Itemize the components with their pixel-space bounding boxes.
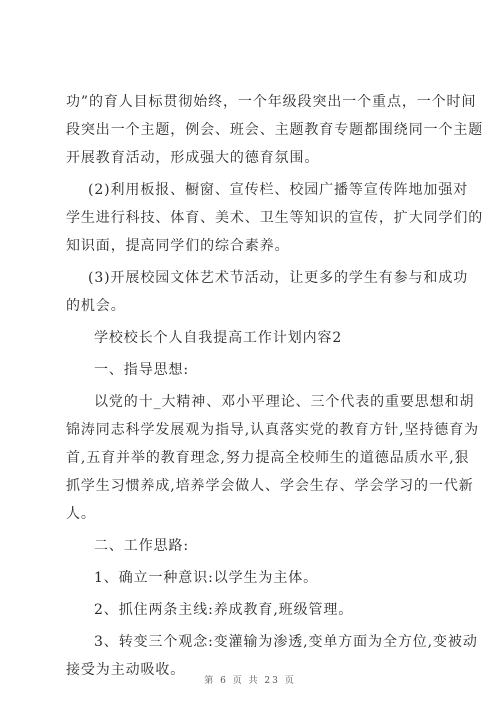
heading-text: 二、工作思路: [94, 538, 190, 554]
paragraph-line: 首,五育并举的教育理念,努力提高全校师生的道德品质水平,狠 [66, 450, 470, 466]
paragraph-line: 的机会。 [66, 298, 126, 314]
paragraph-line: (2)利用板报、橱窗、宣传栏、校园广播等宣传阵地加强对 [88, 182, 469, 198]
section-title [66, 324, 438, 352]
paragraph-line: 知识面，提高同学们的综合素养。 [66, 238, 290, 254]
paragraph-line: 学生进行科技、体育、美术、卫生等知识的宣传，扩大同学们的 [66, 210, 484, 226]
heading-guiding-ideology [66, 356, 438, 384]
list-item-text: 3、转变三个观念:变灌输为渗透,变单方面为全方位,变被动 [94, 634, 478, 650]
page-number-footer: 第 6 页 共 23 页 [204, 676, 296, 686]
paragraph-line: 人。 [66, 506, 96, 522]
paragraph-line: 开展教育活动，形成强大的德育氛围。 [66, 150, 320, 166]
paragraph-line: (3)开展校园文体艺术节活动，让更多的学生有参与和成功 [88, 270, 469, 286]
heading-work-ideas [66, 532, 438, 560]
paragraph-line: 以党的十_大精神、邓小平理论、三个代表的重要思想和胡 [94, 394, 475, 410]
paragraph-line: 抓学生习惯养成,培养学会做人、学会生存、学会学习的一代新 [66, 478, 474, 494]
section-title-text: 学校校长个人自我提高工作计划内容2 [94, 330, 343, 346]
paragraph-2 [66, 176, 484, 260]
document-body [66, 88, 484, 688]
list-item-text: 1、确立一种意识:以学生为主体。 [94, 570, 319, 586]
paragraph-3 [66, 264, 469, 320]
list-item-text: 接受为主动吸收。 [66, 662, 186, 678]
paragraph-guiding-ideology [66, 388, 479, 528]
paragraph-line: 锦涛同志科学发展观为指导,认真落实党的教育方针,坚持德育为 [66, 422, 479, 438]
paragraph-line: 段突出一个主题，例会、班会、主题教育专题都围绕同一个主题 [66, 122, 484, 138]
paragraph-1 [66, 88, 484, 172]
heading-text: 一、指导思想: [94, 362, 190, 378]
list-item-1 [66, 564, 438, 592]
list-item-text: 2、抓住两条主线:养成教育,班级管理。 [94, 602, 354, 618]
list-item-2 [66, 596, 438, 624]
paragraph-line: 功”的育人目标贯彻始终，一个年级段突出一个重点，一个时间 [66, 94, 477, 110]
